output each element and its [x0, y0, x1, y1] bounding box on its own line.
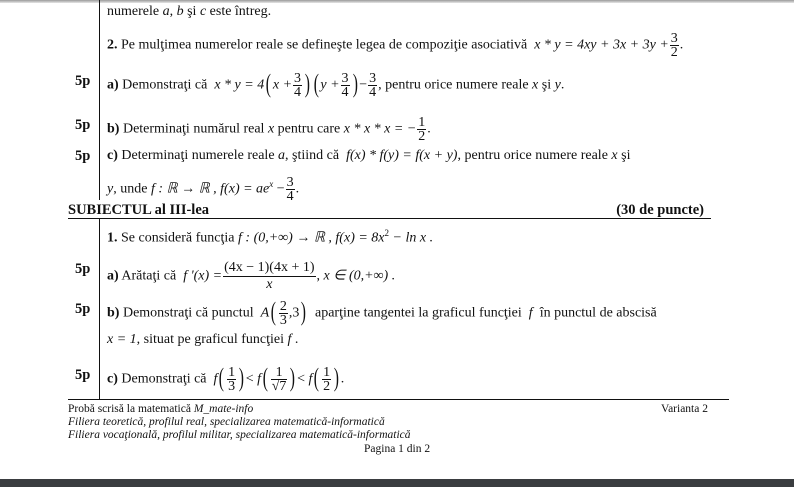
viewer-bottom-bar	[0, 479, 794, 487]
points-label: 5p	[75, 301, 91, 317]
formula: f(x) = ae	[220, 181, 270, 197]
fraction	[368, 72, 377, 99]
denominator: x	[266, 277, 273, 292]
denominator: 2	[418, 129, 426, 144]
formula: f(x) * f(y) = f(x + y)	[346, 148, 458, 163]
period: .	[294, 332, 299, 347]
item-text: Demonstraţi că	[122, 77, 208, 93]
item-text: Determinaţi numărul real	[122, 121, 265, 137]
var-c: c	[199, 4, 207, 19]
section-divider	[68, 218, 711, 219]
numerator: 3	[286, 174, 294, 190]
problem-number: 1.	[107, 230, 118, 246]
fraction	[223, 260, 315, 293]
denominator: 3	[228, 379, 236, 394]
footer-text: Filiera teoretică, profilul real, specializarea matematică-informatică	[68, 416, 385, 428]
denominator: 4	[286, 188, 294, 204]
item-label: b)	[107, 121, 120, 137]
formula: x ∈ (0,+∞) .	[323, 268, 396, 284]
var: x	[267, 121, 275, 137]
fraction	[271, 366, 288, 393]
formula: f '(x) =	[183, 268, 223, 284]
item-text: aparţine tangentei la graficul funcţiei	[315, 305, 522, 321]
text: este întreg.	[209, 4, 272, 19]
points-column-divider	[99, 219, 100, 399]
period: .	[560, 77, 565, 93]
formula: f(x) = 8x	[335, 230, 385, 246]
pdf-page: numerele a, b şi c este întreg. 2. Pe mulţimea numerelor reale se defineşte legea de compoziţie asociativă x * y = 4xy + 3x + 3y + $\frac{3}{2}$ . 5p a) Demonstraţi că x * y = 4( x + $\frac{3}{4}$ ) ( y + $\frac{3}{4}$ ) − $\frac{3}{4}$ , pentru orice numere reale x şi y. 5p b) Determinaţi numărul real x pentru care x * x * x = − $\frac{1}{2}$ . 5p c) Determinaţi numerele reale a, ştiind că f(x) * f(y) = f(x + y), pentru orice numere reale x şi y, unde f : ℝ → ℝ , $f(x) = ae^x$ − $\frac{3}{4}$ . SUBIECTUL al III-lea (30 de puncte) 1. Se consideră funcţia f : (0,+∞) → ℝ , $f(x) = 8x^2 - \ln x$ . 5p a) Arătaţi că f '(x) = $\frac{(4x - 1)(4x + 1)}{x}$ , x ∈ (0,+∞) . 5p b) Demonstraţi că punctul A( $\frac{2}{3}$ ,3) aparţine tangentei la graficul funcţiei f în punctul de abscisă x = 1, situat pe graficul funcţiei f . 5p c) Demonstraţi că f( $\frac{1}{3}$ ) < f( $\frac{1}{√7}$ ) < f( $\frac{1}{2}$ ) . Probă scrisă la matematică M_mate-info Varianta 2 Filiera teoretică, profilul real, specializarea matematică-informatică Filiera vocaţională, profilul militar, specializarea matematică-informatică Pagina 1 din 2	[0, 0, 794, 479]
formula: − ln x .	[392, 230, 434, 246]
text: şi	[541, 77, 552, 93]
exponent: 2	[384, 228, 390, 238]
numerator: 1	[323, 365, 331, 380]
var-a: a	[162, 4, 170, 19]
problem-text: Se consideră funcţia	[121, 230, 235, 246]
text: şi	[621, 148, 631, 163]
item-label: b)	[107, 305, 120, 321]
var: x	[611, 148, 618, 163]
text: ,	[316, 268, 321, 284]
numerator: 1	[228, 365, 236, 380]
item-text: , ştiind că	[285, 148, 340, 163]
period: .	[340, 371, 345, 387]
operator: −	[359, 77, 368, 93]
numerator: 3	[369, 71, 377, 86]
numerator: (4x − 1)(4x + 1)	[224, 260, 315, 275]
fraction	[286, 176, 295, 203]
item-text: Demonstraţi că	[121, 371, 207, 387]
problem-number: 2.	[107, 37, 118, 53]
item-text: Arătaţi că	[121, 268, 177, 284]
fraction	[341, 72, 350, 99]
variant-label: Varianta 2	[661, 403, 708, 415]
footer-code: M_mate-info	[193, 403, 254, 415]
point-name: A	[260, 305, 270, 321]
footer-line-1	[68, 403, 253, 416]
formula: x +	[272, 77, 293, 93]
item-text: în punctul de abscisă	[539, 305, 657, 321]
footer-text: Filiera vocaţională, profilul militar, specializarea matematică-informatică	[68, 429, 411, 441]
denominator: 3	[279, 313, 287, 328]
fraction	[417, 116, 426, 143]
fraction	[670, 32, 679, 59]
denominator: 2	[670, 45, 678, 60]
item-label: c)	[107, 371, 118, 387]
var: f	[528, 305, 533, 321]
item-text: Demonstraţi că punctul	[122, 305, 254, 321]
numerator: 3	[294, 71, 302, 86]
operator: <	[245, 371, 254, 387]
item-text: , situat pe graficul funcţiei	[136, 332, 285, 347]
var: x	[532, 77, 539, 93]
formula: x * x * x = −	[343, 121, 417, 137]
denominator: √7	[271, 379, 287, 394]
problem-text: Pe mulţimea numerelor reale se defineşte legea de compoziţie asociativă	[121, 37, 528, 53]
formula: f : (0,+∞) → ℝ ,	[238, 230, 332, 246]
formula: x * y = 4	[214, 77, 265, 93]
func: f	[213, 371, 218, 387]
denominator: 4	[369, 85, 377, 100]
numerator: 3	[341, 71, 349, 86]
footer-line-3	[68, 429, 411, 442]
denominator: 4	[294, 85, 302, 100]
numerator: 1	[418, 115, 426, 130]
points-label: 5p	[75, 73, 91, 89]
points-label: 5p	[75, 148, 91, 164]
item-text: Determinaţi numerele reale	[121, 148, 275, 163]
numerator: 2	[279, 299, 287, 314]
points-label: 5p	[75, 117, 91, 133]
item-text: , pentru orice numere reale	[457, 148, 608, 163]
numerator: 3	[670, 31, 678, 46]
fraction	[227, 366, 236, 393]
operator: <	[297, 371, 305, 387]
coordinate: ,3	[288, 305, 300, 321]
item-label: c)	[107, 148, 118, 163]
fraction	[279, 300, 288, 327]
item-text: , pentru orice numere reale	[378, 77, 529, 93]
func: f	[257, 371, 262, 387]
operator: −	[276, 181, 285, 197]
var-b: b	[176, 4, 184, 19]
period: .	[427, 121, 431, 137]
formula: y +	[320, 77, 340, 93]
period: .	[679, 37, 684, 53]
section-title: SUBIECTUL al III-lea	[68, 202, 210, 218]
footer-divider	[68, 399, 729, 400]
func: f	[308, 371, 313, 387]
text: numerele	[107, 4, 160, 19]
formula: f : ℝ → ℝ ,	[150, 181, 217, 197]
footer-text: Probă scrisă la matematică	[68, 403, 191, 415]
denominator: 4	[341, 85, 349, 100]
fraction	[322, 366, 331, 393]
text: şi	[187, 4, 197, 19]
exponent: x	[269, 179, 274, 189]
denominator: 2	[323, 379, 331, 394]
law-formula: x * y = 4xy + 3x + 3y +	[534, 37, 669, 53]
var: f	[287, 332, 292, 347]
points-label: 5p	[75, 367, 91, 383]
footer-line-2	[68, 416, 385, 429]
points-label: 5p	[75, 261, 91, 277]
item-text: , unde	[113, 181, 148, 197]
var: y	[107, 181, 114, 197]
period: .	[295, 181, 300, 197]
formula: x = 1	[107, 332, 137, 347]
var: y	[554, 77, 561, 93]
item-text: pentru care	[277, 121, 341, 137]
points-column-divider	[99, 0, 100, 200]
section-points: (30 de puncte)	[616, 202, 704, 218]
item-label: a)	[107, 268, 119, 284]
numerator: 1	[271, 366, 288, 380]
item-label: a)	[107, 77, 119, 93]
fraction	[293, 72, 302, 99]
var: a	[278, 148, 286, 163]
page-number: Pagina 1 din 2	[364, 443, 431, 455]
